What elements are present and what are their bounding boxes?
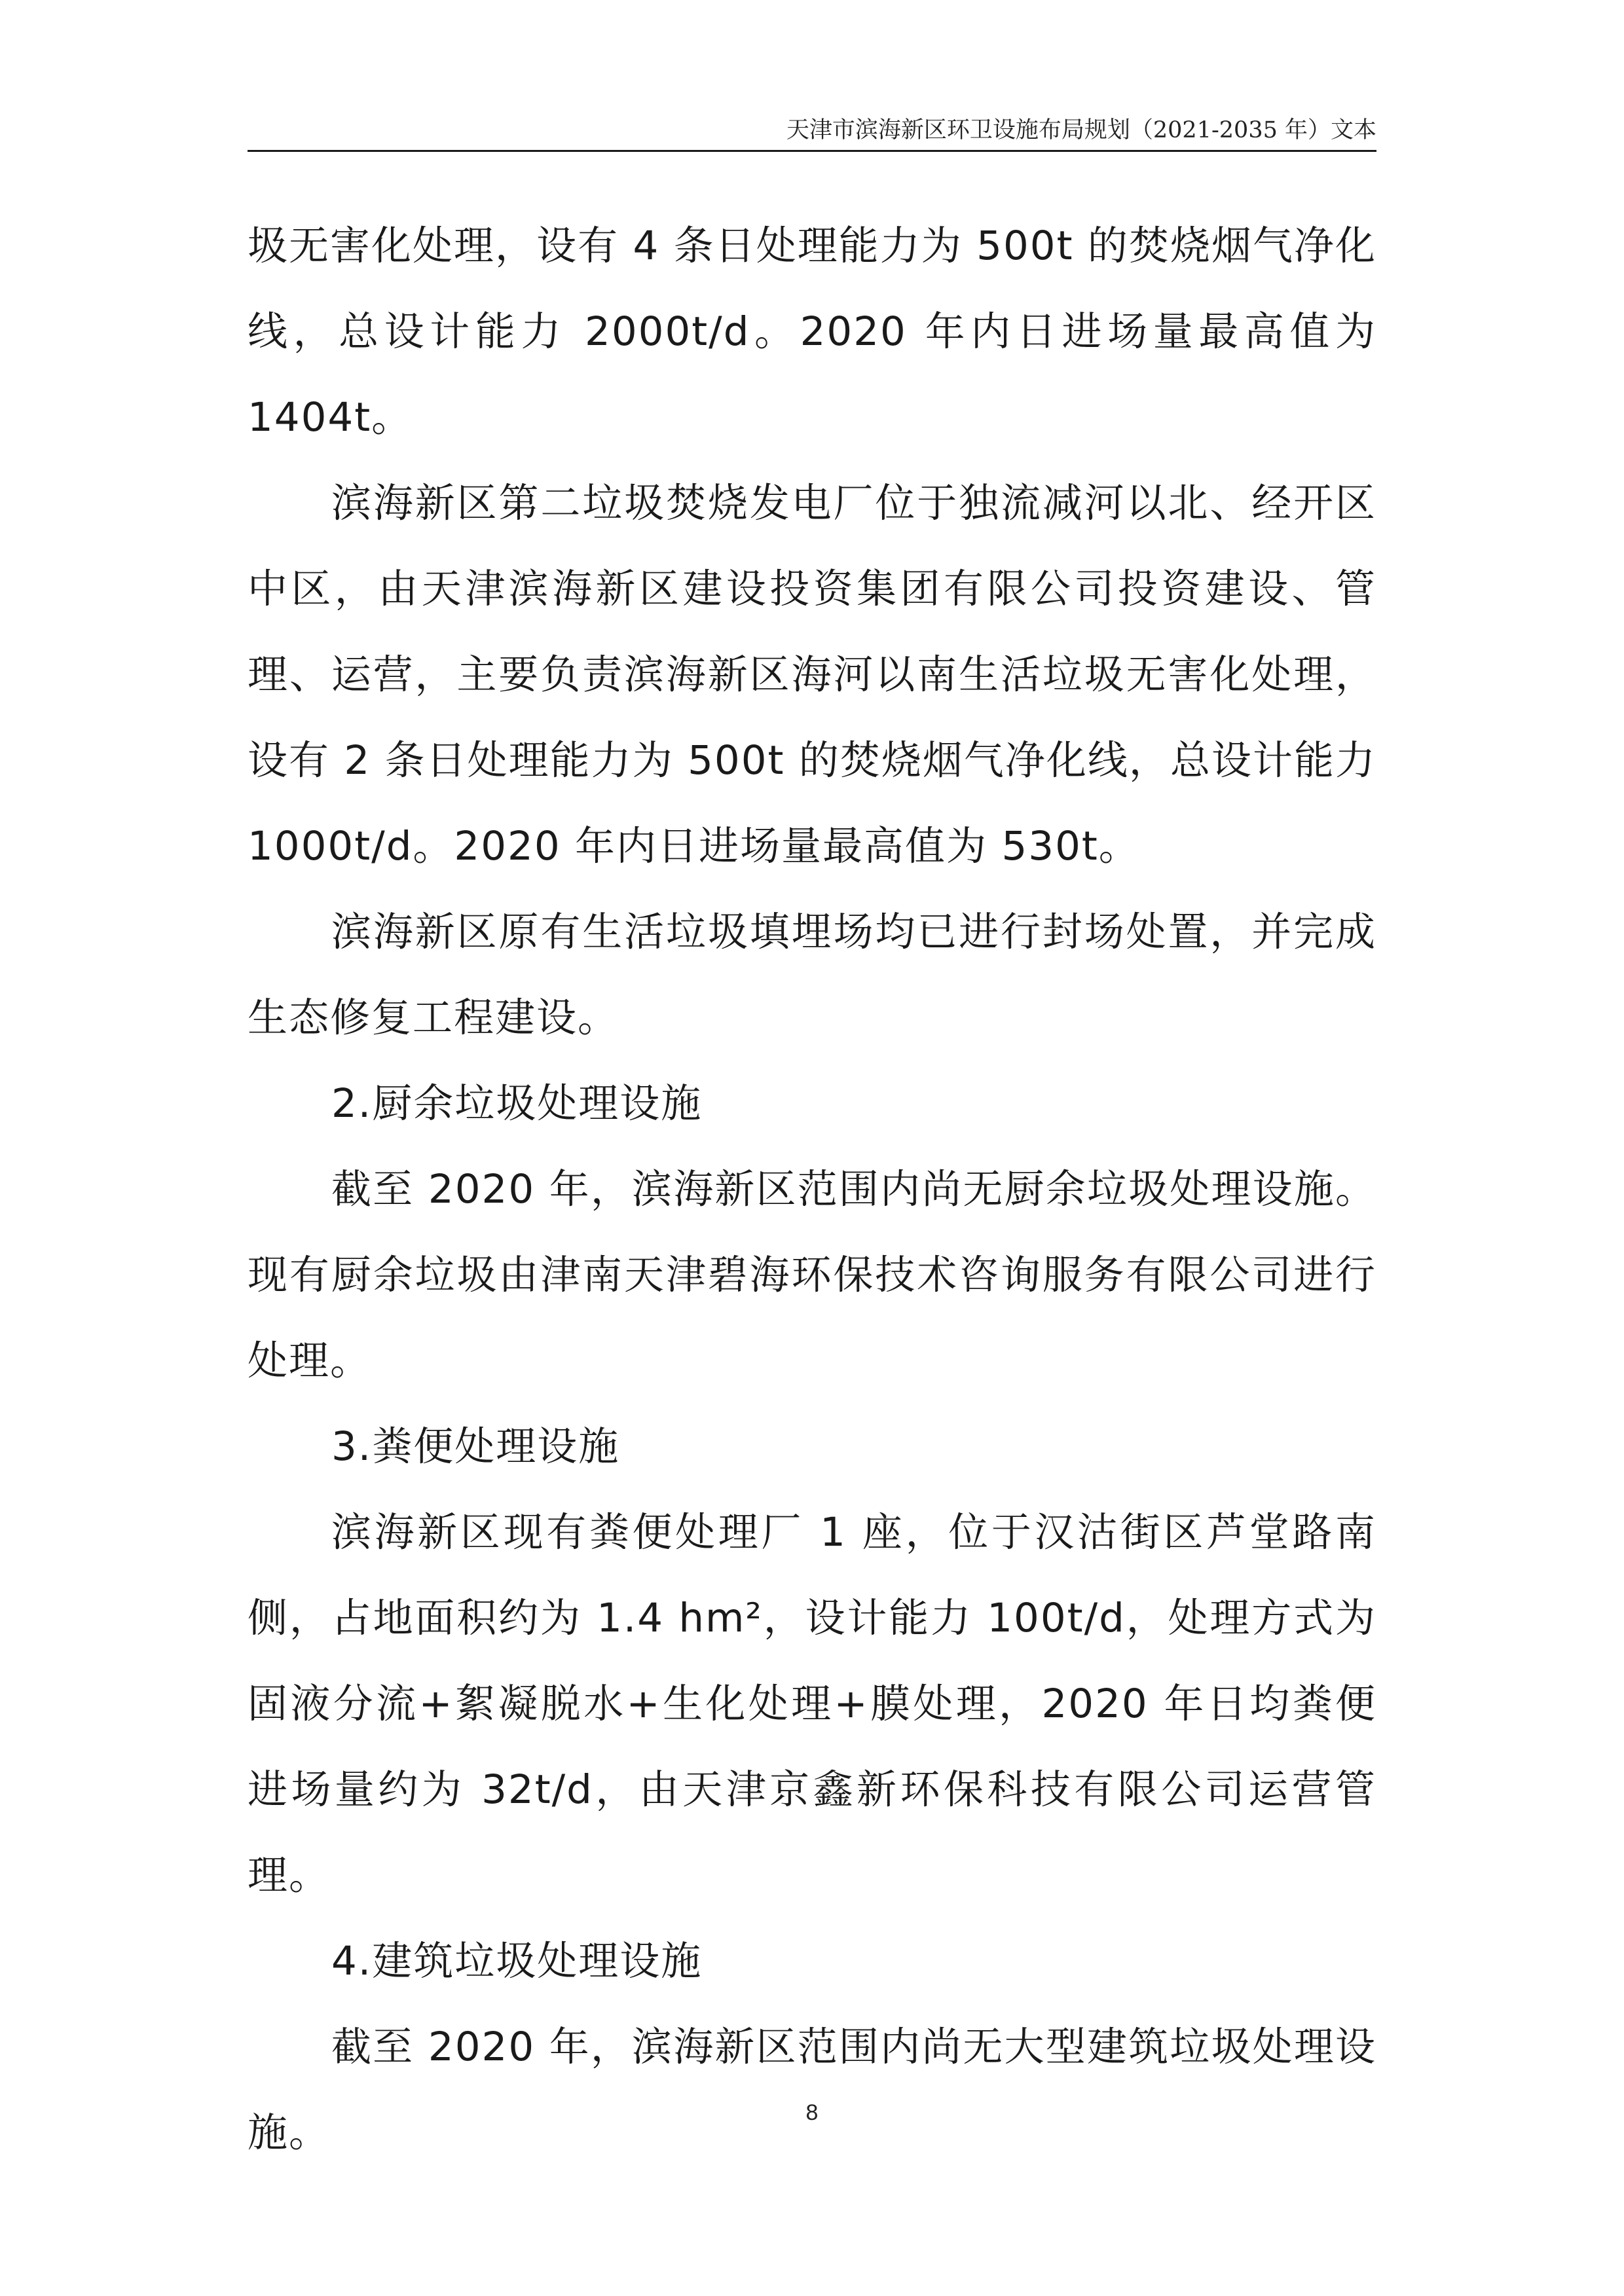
section-heading-construction-waste: 4.建筑垃圾处理设施 [331,1938,703,1984]
header-divider [248,150,1376,152]
section-heading-fecal-treatment: 3.粪便处理设施 [331,1423,620,1470]
document-body [248,203,1376,2176]
paragraph-construction-waste: 截至 2020 年，滨海新区范围内尚无大型建筑垃圾处理设施。 [248,2024,1376,2156]
paragraph-landfill-closure: 滨海新区原有生活垃圾填埋场均已进行封场处置，并完成生态修复工程建设。 [248,909,1376,1041]
section-heading-kitchen-waste: 2.厨余垃圾处理设施 [331,1080,703,1127]
page-header: 天津市滨海新区环卫设施布局规划（2021-2035 年）文本 [786,117,1376,143]
paragraph-continuation: 圾无害化处理，设有 4 条日处理能力为 500t 的焚烧烟气净化线，总设计能力 2000t/d。2020 年内日进场量最高值为 1404t。 [248,223,1376,441]
page-number: 8 [805,2100,819,2125]
paragraph-second-incineration-plant: 滨海新区第二垃圾焚烧发电厂位于独流减河以北、经开区中区，由天津滨海新区建设投资集团有限公司投资建设、管理、运营，主要负责滨海新区海河以南生活垃圾无害化处理，设有 2 条日处理能力为 500t 的焚烧烟气净化线，总设计能力 1000t/d。2020 年内日进场量最高值为 530t。 [248,480,1376,869]
paragraph-kitchen-waste: 截至 2020 年，滨海新区范围内尚无厨余垃圾处理设施。现有厨余垃圾由津南天津碧海环保技术咨询服务有限公司进行处理。 [248,1166,1376,1384]
paragraph-fecal-treatment: 滨海新区现有粪便处理厂 1 座，位于汉沽街区芦堂路南侧，占地面积约为 1.4 hm²，设计能力 100t/d，处理方式为固液分流+絮凝脱水+生化处理+膜处理，2020 年日均粪便进场量约为 32t/d，由天津京鑫新环保科技有限公司运营管理。 [248,1509,1376,1899]
